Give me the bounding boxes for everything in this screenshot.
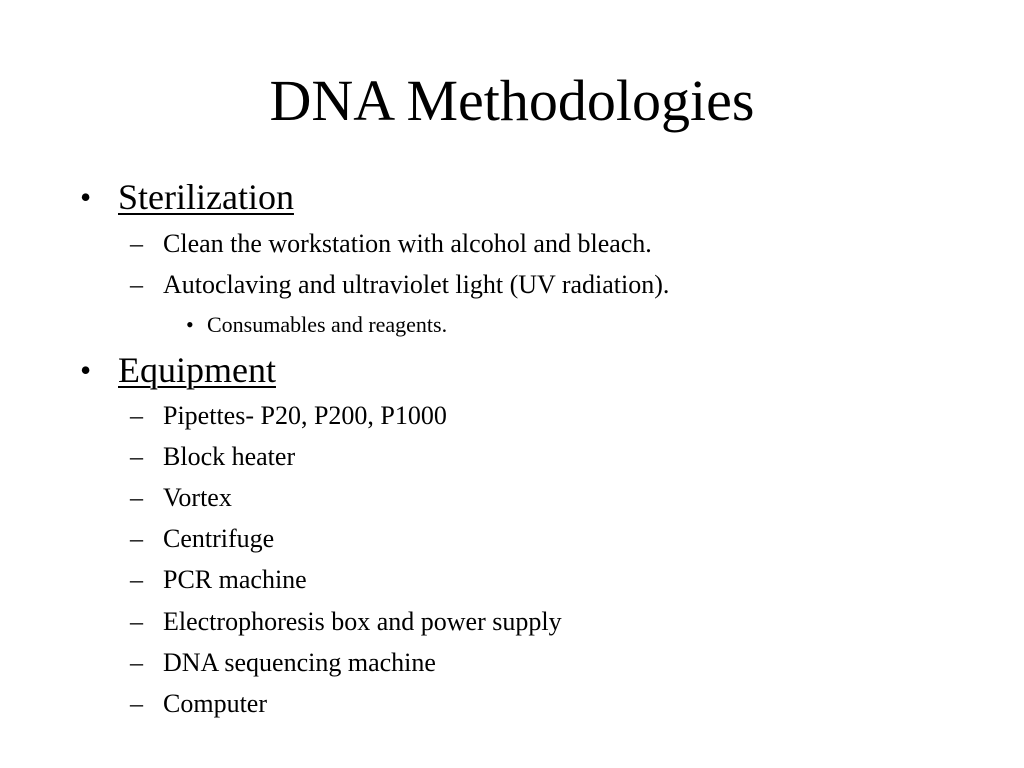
list-item-text: Electrophoresis box and power supply <box>163 607 562 636</box>
list-item-text: Autoclaving and ultraviolet light (UV radiation). <box>163 270 670 299</box>
bullet-icon: • <box>80 352 92 388</box>
list-item-text: Pipettes- P20, P200, P1000 <box>163 401 447 430</box>
sub-list-item-text: Consumables and reagents. <box>207 312 448 337</box>
dash-icon: – <box>130 483 143 512</box>
dash-icon: – <box>130 524 143 553</box>
dash-icon: – <box>130 401 143 430</box>
list-item-text: Centrifuge <box>163 524 275 553</box>
section-heading-equipment: Equipment <box>118 350 276 390</box>
dash-icon: – <box>130 229 143 258</box>
slide-title: DNA Methodologies <box>269 68 755 133</box>
list-item-text: Block heater <box>163 442 296 471</box>
bullet-icon: • <box>186 312 194 337</box>
dash-icon: – <box>130 648 143 677</box>
dash-icon: – <box>130 270 143 299</box>
dash-icon: – <box>130 442 143 471</box>
list-item-text: Computer <box>163 689 267 718</box>
section-heading-sterilization: Sterilization <box>118 177 294 217</box>
dash-icon: – <box>130 565 143 594</box>
list-item-text: Vortex <box>163 483 232 512</box>
list-item-text: PCR machine <box>163 565 307 594</box>
list-item-text: Clean the workstation with alcohol and bleach. <box>163 229 652 258</box>
dash-icon: – <box>130 607 143 636</box>
list-item-text: DNA sequencing machine <box>163 648 436 677</box>
dash-icon: – <box>130 689 143 718</box>
bullet-icon: • <box>80 179 92 215</box>
